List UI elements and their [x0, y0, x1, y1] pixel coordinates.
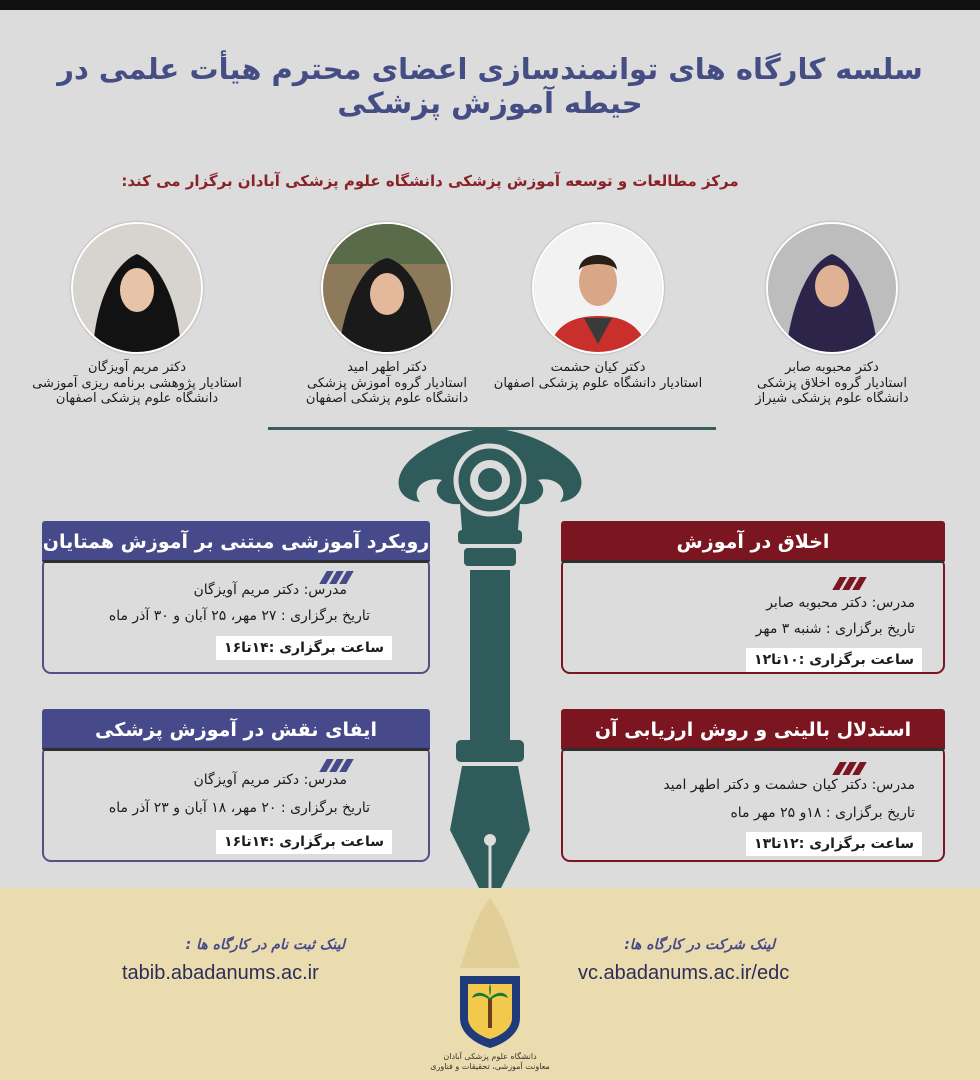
- speaker-name: دکتر اطهر امید: [347, 360, 427, 375]
- workshop-title: ایفای نقش در آموزش پزشکی: [42, 709, 430, 751]
- speaker-university: دانشگاه علوم پزشکی اصفهان: [55, 391, 219, 406]
- workshop-teacher: مدرس: دکتر محبوبه صابر: [766, 595, 915, 611]
- speaker-name: دکتر محبوبه صابر: [785, 360, 879, 375]
- speaker-photo: [532, 222, 664, 354]
- speaker-photo: [321, 222, 453, 354]
- workshop-hours: ساعت برگزاری :۱۰تا۱۲: [746, 648, 922, 672]
- workshop-title: اخلاق در آموزش: [561, 521, 945, 563]
- speaker-avizgan: [32, 222, 242, 406]
- university-logo-caption: [405, 1052, 575, 1072]
- speaker-name: دکتر مریم آویزگان: [87, 360, 187, 375]
- speaker-heshmat: [493, 222, 703, 391]
- speaker-name: دکتر کیان حشمت: [550, 360, 646, 375]
- workshop-title: استدلال بالینی و روش ارزیابی آن: [561, 709, 945, 751]
- portrait-icon: [73, 224, 201, 352]
- workshop-date: تاریخ برگزاری : شنبه ۳ مهر: [755, 621, 915, 637]
- portrait-icon: [534, 224, 662, 352]
- workshop-hours: ساعت برگزاری :۱۲تا۱۳: [746, 832, 922, 856]
- join-link-label: لینک شرکت در کارگاه ها:: [624, 937, 775, 953]
- page-title: سلسه کارگاه های توانمندسازی اعضای محترم هیأت علمی در حیطه آموزش پزشکی: [57, 52, 923, 120]
- university-logo-icon: [454, 968, 526, 1050]
- stripes-icon: [833, 575, 869, 589]
- workshop-teacher: مدرس: دکتر کیان حشمت و دکتر اطهر امید: [663, 777, 915, 793]
- logo-line-2: معاونت آموزشی، تحقیقات و فناوری: [430, 1062, 550, 1071]
- speaker-photo: [71, 222, 203, 354]
- speaker-university: دانشگاه علوم پزشکی شیراز: [755, 391, 909, 406]
- logo-line-1: دانشگاه علوم پزشکی آبادان: [443, 1052, 537, 1061]
- top-border: [0, 0, 980, 10]
- workshop-date: تاریخ برگزاری : ۲۰ مهر، ۱۸ آبان و ۲۳ آذر ماه: [108, 800, 370, 816]
- workshop-hours: ساعت برگزاری :۱۴تا۱۶: [216, 830, 392, 854]
- stripes-icon: [320, 757, 356, 771]
- workshop-date: تاریخ برگزاری : ۲۷ مهر، ۲۵ آبان و ۳۰ آذر ماه: [108, 608, 370, 624]
- speaker-position: استادیار پژوهشی برنامه ریزی آموزشی: [32, 376, 242, 391]
- workshop-teacher: مدرس: دکتر مریم آویزگان: [193, 772, 347, 788]
- portrait-icon: [768, 224, 896, 352]
- nib-tip-shadow: [380, 888, 600, 968]
- register-link[interactable]: tabib.abadanums.ac.ir: [122, 962, 319, 984]
- register-link-label: لینک ثبت نام در کارگاه ها :: [185, 937, 345, 953]
- speaker-position: استادیار گروه آموزش پزشکی: [306, 376, 468, 391]
- workshop-teacher: مدرس: دکتر مریم آویزگان: [193, 582, 347, 598]
- organizer-subtitle: مرکز مطالعات و توسعه آموزش پزشکی دانشگاه علوم پزشکی آبادان برگزار می کند:: [121, 172, 739, 190]
- speaker-position: استادیار دانشگاه علوم پزشکی اصفهان: [493, 376, 703, 391]
- speaker-saber: [727, 222, 937, 406]
- portrait-icon: [323, 224, 451, 352]
- stripes-icon: [833, 760, 869, 774]
- workshop-title: رویکرد آموزشی مبتنی بر آموزش همتایان: [42, 521, 430, 563]
- workshop-hours: ساعت برگزاری :۱۴تا۱۶: [216, 636, 392, 660]
- speaker-photo: [766, 222, 898, 354]
- speaker-position: استادیار گروه اخلاق پزشکی: [756, 376, 908, 391]
- join-link[interactable]: vc.abadanums.ac.ir/edc: [578, 962, 790, 984]
- speaker-university: دانشگاه علوم پزشکی اصفهان: [305, 391, 469, 406]
- speaker-omid: [282, 222, 492, 406]
- workshop-date: تاریخ برگزاری : ۱۸و ۲۵ مهر ماه: [730, 805, 915, 821]
- stripes-icon: [320, 569, 356, 583]
